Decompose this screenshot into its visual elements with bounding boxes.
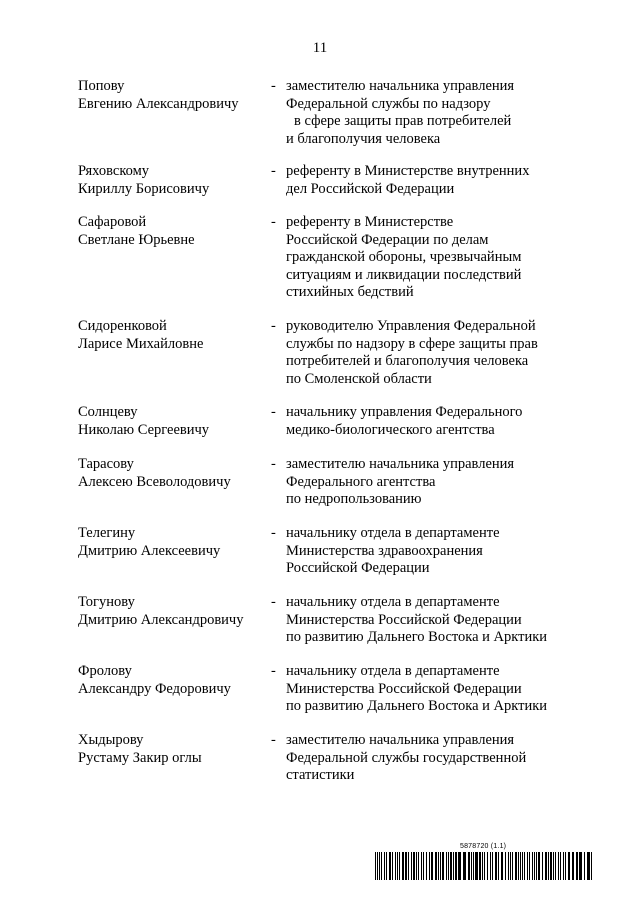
recipient-name (78, 594, 263, 629)
desc-line: и благополучия человека (286, 130, 441, 147)
dash: - (271, 318, 276, 334)
position-description (286, 404, 606, 439)
desc-line: ситуациям и ликвидации последствий (286, 266, 522, 283)
name-line: Евгению Александровичу (78, 95, 239, 112)
desc-line: по развитию Дальнего Востока и Арктики (286, 629, 548, 646)
dash: - (271, 404, 276, 420)
dash: - (271, 732, 276, 748)
dash: - (271, 594, 276, 610)
desc-line: Министерства Российской Федерации (286, 611, 522, 628)
desc-line: начальнику отдела в департаменте (286, 594, 500, 610)
desc-line: стихийных бедствий (286, 284, 414, 301)
dash: - (271, 456, 276, 472)
recipient-name (78, 456, 263, 491)
recipient-name (78, 214, 263, 249)
name-line: Сидоренковой (78, 318, 167, 334)
desc-line: референту в Министерстве (286, 214, 454, 230)
dash: - (271, 214, 276, 230)
position-description (286, 163, 606, 198)
desc-line: дел Российской Федерации (286, 180, 455, 197)
recipient-name (78, 78, 263, 113)
position-description (286, 456, 606, 509)
position-description (286, 214, 606, 302)
name-line: Алексею Всеволодовичу (78, 473, 231, 490)
desc-line: по развитию Дальнего Востока и Арктики (286, 698, 548, 715)
name-line: Дмитрию Алексеевичу (78, 542, 221, 559)
name-line: Ряховскому (78, 163, 150, 179)
desc-line: начальнику отдела в департаменте (286, 525, 500, 541)
desc-line: заместителю начальника управления (286, 78, 515, 94)
name-line: Кириллу Борисовичу (78, 180, 210, 197)
recipient-name (78, 318, 263, 353)
name-line: Александру Федоровичу (78, 680, 231, 697)
name-line: Телегину (78, 525, 136, 541)
recipient-name (78, 163, 263, 198)
name-line: Николаю Сергеевичу (78, 421, 210, 438)
desc-line: Федеральной службы государственной (286, 749, 527, 766)
desc-line: службы по надзору в сфере защиты прав (286, 335, 538, 352)
dash: - (271, 663, 276, 679)
dash: - (271, 525, 276, 541)
desc-line: по недропользованию (286, 491, 422, 508)
recipient-name (78, 525, 263, 560)
name-line: Тарасову (78, 456, 134, 472)
desc-line: начальнику отдела в департаменте (286, 663, 500, 679)
name-line: Светлане Юрьевне (78, 231, 195, 248)
dash: - (271, 78, 276, 94)
recipient-name (78, 404, 263, 439)
desc-line: референту в Министерстве внутренних (286, 163, 530, 179)
desc-line: гражданской обороны, чрезвычайным (286, 249, 522, 266)
desc-line: в сфере защиты прав потребителей (294, 113, 512, 130)
name-line: Хыдырову (78, 732, 144, 748)
position-description (286, 525, 606, 578)
page-number: 11 (312, 40, 328, 56)
desc-line: медико-биологического агентства (286, 421, 495, 438)
position-description (286, 732, 606, 785)
desc-line: статистики (286, 767, 355, 784)
position-description (286, 78, 606, 148)
desc-line: заместителю начальника управления (286, 732, 515, 748)
desc-line: Федеральной службы по надзору (286, 95, 491, 112)
desc-line: потребителей и благополучия человека (286, 353, 529, 370)
desc-line: Российской Федерации (286, 560, 430, 577)
desc-line: по Смоленской области (286, 370, 432, 387)
name-line: Тогунову (78, 594, 135, 610)
desc-line: Министерства здравоохранения (286, 542, 483, 559)
name-line: Попову (78, 78, 125, 94)
desc-line: Федерального агентства (286, 473, 436, 490)
barcode-id: 5878720 (1.1) (460, 843, 507, 850)
desc-line: Российской Федерации по делам (286, 231, 489, 248)
position-description (286, 318, 606, 388)
name-line: Сафаровой (78, 214, 147, 230)
desc-line: начальнику управления Федерального (286, 404, 523, 420)
dash: - (271, 163, 276, 179)
name-line: Дмитрию Александровичу (78, 611, 244, 628)
recipient-name (78, 663, 263, 698)
desc-line: руководителю Управления Федеральной (286, 318, 536, 334)
position-description (286, 594, 606, 647)
name-line: Солнцеву (78, 404, 138, 420)
recipient-name (78, 732, 263, 767)
name-line: Рустаму Закир оглы (78, 749, 202, 766)
name-line: Фролову (78, 663, 132, 679)
name-line: Ларисе Михайловне (78, 335, 204, 352)
position-description (286, 663, 606, 716)
desc-line: Министерства Российской Федерации (286, 680, 522, 697)
barcode (375, 852, 595, 880)
desc-line: заместителю начальника управления (286, 456, 515, 472)
